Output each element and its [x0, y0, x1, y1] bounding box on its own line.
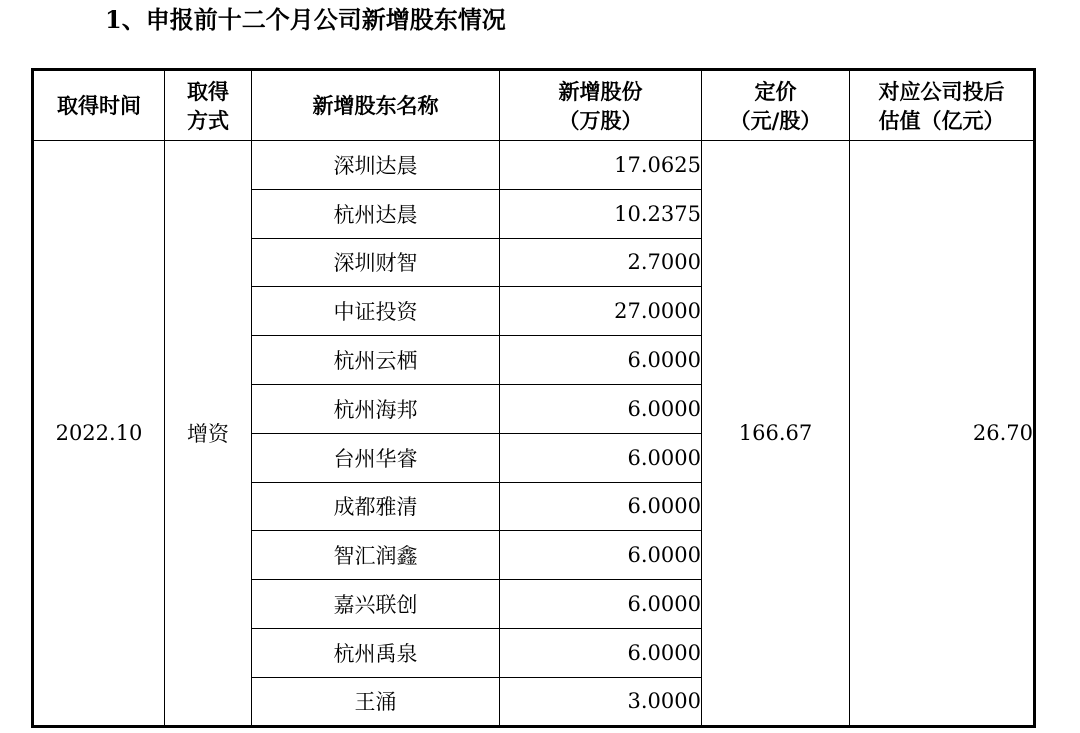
shareholder-name-cell: 杭州海邦 [252, 384, 500, 433]
shareholder-name-cell: 杭州达晨 [252, 189, 500, 238]
new-shares-cell: 6.0000 [500, 580, 702, 629]
new-shares-cell: 6.0000 [500, 628, 702, 677]
header-acquire-time: 取得时间 [33, 70, 165, 141]
shareholder-name-cell: 中证投资 [252, 287, 500, 336]
shareholder-name-cell: 杭州禹泉 [252, 628, 500, 677]
new-shares-cell: 17.0625 [500, 141, 702, 190]
shareholder-name-cell: 嘉兴联创 [252, 580, 500, 629]
section-heading: 1、申报前十二个月公司新增股东情况 [105, 5, 506, 34]
new-shares-cell: 6.0000 [500, 336, 702, 385]
header-new-shares: 新增股份 （万股） [500, 70, 702, 141]
price-cell: 166.67 [702, 141, 850, 727]
new-shares-cell: 6.0000 [500, 384, 702, 433]
header-row [33, 70, 1035, 141]
shareholder-name-cell: 智汇润鑫 [252, 531, 500, 580]
table-row [33, 141, 1035, 190]
shareholder-name-cell: 成都雅清 [252, 482, 500, 531]
header-shareholder-name: 新增股东名称 [252, 70, 500, 141]
shareholder-name-cell: 王涌 [252, 677, 500, 726]
new-shares-cell: 6.0000 [500, 531, 702, 580]
new-shares-cell: 10.2375 [500, 189, 702, 238]
acquire-method-cell: 增资 [165, 141, 252, 727]
shareholder-name-cell: 杭州云栖 [252, 336, 500, 385]
new-shares-cell: 2.7000 [500, 238, 702, 287]
new-shares-cell: 27.0000 [500, 287, 702, 336]
shareholder-name-cell: 台州华睿 [252, 433, 500, 482]
new-shares-cell: 6.0000 [500, 433, 702, 482]
shareholder-name-cell: 深圳达晨 [252, 141, 500, 190]
valuation-cell: 26.70 [850, 141, 1035, 727]
acquire-time-cell: 2022.10 [33, 141, 165, 727]
header-acquire-method: 取得 方式 [165, 70, 252, 141]
new-shares-cell: 6.0000 [500, 482, 702, 531]
shareholder-name-cell: 深圳财智 [252, 238, 500, 287]
new-shares-cell: 3.0000 [500, 677, 702, 726]
new-shareholders-table [31, 68, 1036, 728]
header-price: 定价 （元/股） [702, 70, 850, 141]
header-valuation: 对应公司投后 估值（亿元） [850, 70, 1035, 141]
